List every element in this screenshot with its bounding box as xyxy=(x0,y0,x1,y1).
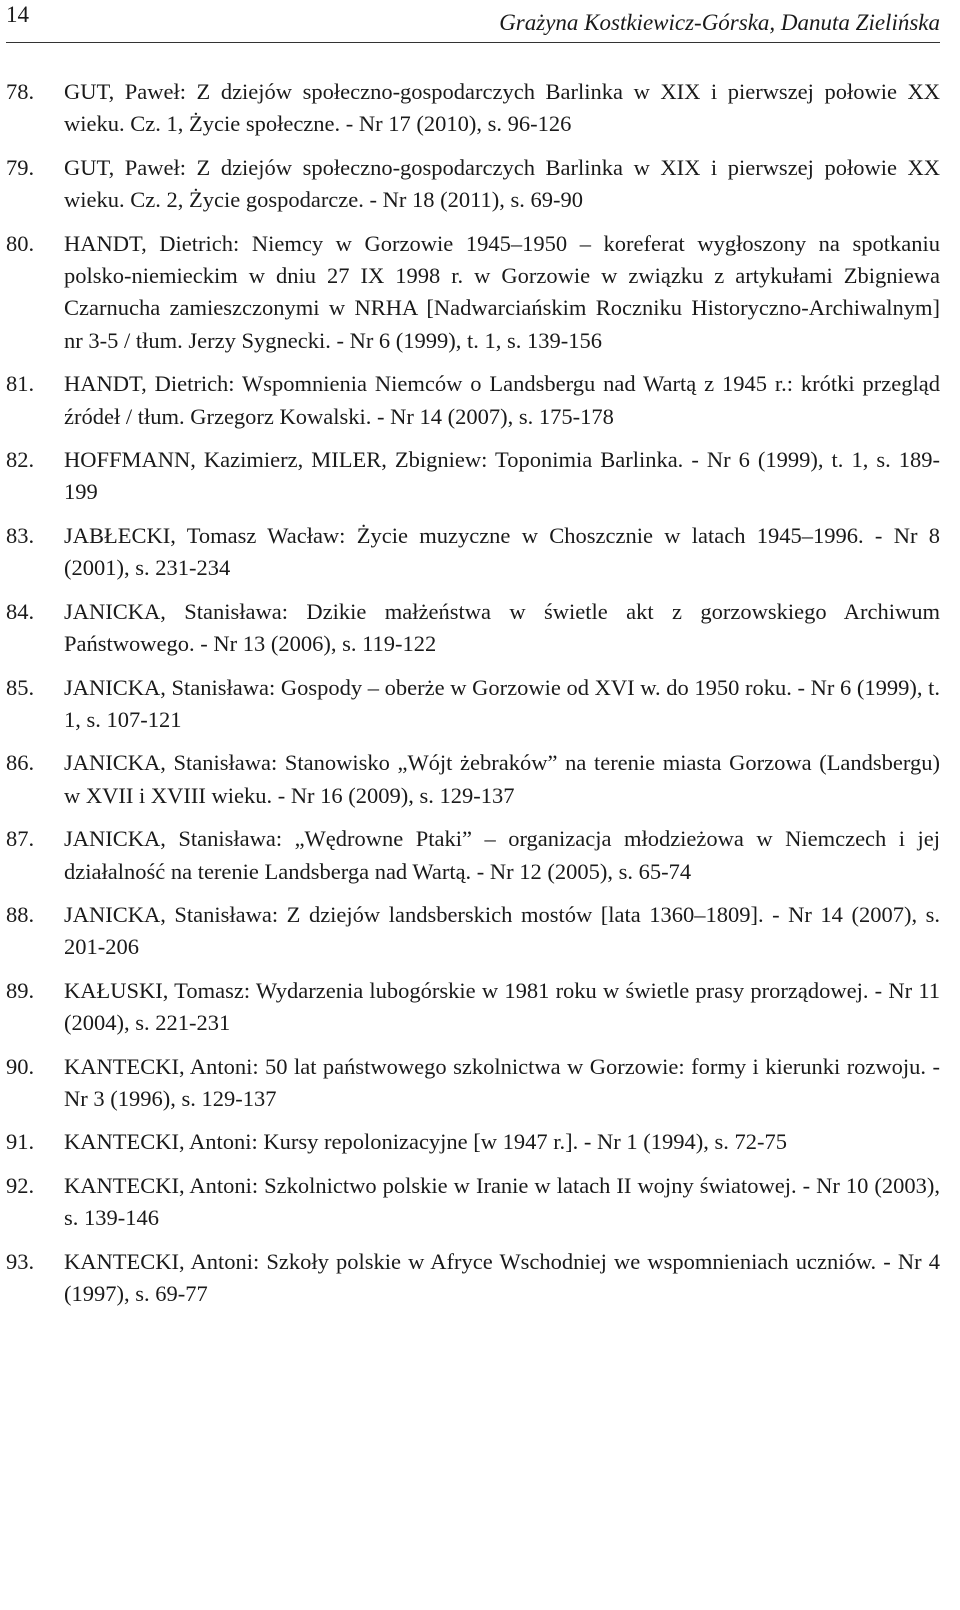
bibliography-entry xyxy=(6,228,940,358)
entry-number: 81. xyxy=(6,371,35,397)
entry-number: 90. xyxy=(6,1053,35,1079)
entry-text: JANICKA, Stanisława: Stanowisko „Wójt żebraków” na terenie miasta Gorzowa (Landsbergu) w XVII i XVIII wieku. - Nr 16 (2009), s. 129-137 xyxy=(64,750,940,808)
entry-text: KANTECKI, Antoni: 50 lat państwowego szkolnictwa w Gorzowie: formy i kierunki rozwoju. - Nr 3 (1996), s. 129-137 xyxy=(64,1053,940,1111)
bibliography-entry xyxy=(6,1126,940,1158)
entry-number: 80. xyxy=(6,230,35,256)
bibliography-list xyxy=(6,76,940,1321)
bibliography-entry xyxy=(6,520,940,585)
entry-text: KAŁUSKI, Tomasz: Wydarzenia lubogórskie w 1981 roku w świetle prasy prorządowej. - Nr 11 (2004), s. 221-231 xyxy=(64,977,940,1036)
entry-text: GUT, Paweł: Z dziejów społeczno-gospodarczych Barlinka w XIX i pierwszej połowie XX wieku. Cz. 2, Życie gospodarcze. - Nr 18 (2011), s. 69-90 xyxy=(64,154,940,213)
entry-text: JANICKA, Stanisława: Z dziejów landsberskich mostów [lata 1360–1809]. - Nr 14 (2007), s. 201-206 xyxy=(64,901,940,960)
entry-number: 78. xyxy=(6,79,35,104)
entry-text: KANTECKI, Antoni: Szkoły polskie w Afryce Wschodniej we wspomnieniach uczniów. - Nr 4 (1997), s. 69-77 xyxy=(64,1248,940,1306)
entry-number: 82. xyxy=(6,447,35,473)
entry-text: JANICKA, Stanisława: „Wędrowne Ptaki” – organizacja młodzieżowa w Niemczech i jej działalność na terenie Landsberga nad Wartą. - Nr 12 (2005), s. 65-74 xyxy=(64,826,940,884)
bibliography-entry xyxy=(6,1246,940,1311)
entry-text: JANICKA, Stanisława: Dzikie małżeństwa w świetle akt z gorzowskiego Archiwum Państwowego. - Nr 13 (2006), s. 119-122 xyxy=(64,598,940,657)
entry-number: 83. xyxy=(6,522,35,548)
entry-text: KANTECKI, Antoni: Kursy repolonizacyjne [w 1947 r.]. - Nr 1 (1994), s. 72-75 xyxy=(64,1129,787,1155)
page-number: 14 xyxy=(6,2,29,27)
bibliography-entry xyxy=(6,76,940,141)
entry-number: 79. xyxy=(6,154,35,180)
bibliography-entry xyxy=(6,596,940,661)
bibliography-entry xyxy=(6,975,940,1040)
bibliography-entry xyxy=(6,152,940,217)
bibliography-entry xyxy=(6,899,940,964)
page-header xyxy=(6,0,940,43)
entry-text: JANICKA, Stanisława: Gospody – oberże w Gorzowie od XVI w. do 1950 roku. - Nr 6 (1999), t. 1, s. 107-121 xyxy=(64,674,940,732)
bibliography-entry xyxy=(6,672,940,737)
bibliography-entry xyxy=(6,1170,940,1235)
entry-number: 93. xyxy=(6,1248,35,1274)
bibliography-entry xyxy=(6,444,940,509)
entry-number: 87. xyxy=(6,826,35,852)
entry-number: 86. xyxy=(6,750,35,776)
bibliography-entry xyxy=(6,747,940,812)
entry-number: 85. xyxy=(6,674,35,700)
entry-text: HANDT, Dietrich: Niemcy w Gorzowie 1945–1950 – koreferat wygłoszony na spotkaniu polsko-niemieckim w dniu 27 IX 1998 r. w Gorzowie w związku z artykułami Zbigniewa Czarnucha zamieszczonymi w NRHA [Nadwarciańskim Roczniku Historyczno-Archiwalnym] nr 3-5 / tłum. Jerzy Sygnecki. - Nr 6 (1999), t. 1, s. 139-156 xyxy=(64,230,940,353)
entry-text: HOFFMANN, Kazimierz, MILER, Zbigniew: Toponimia Barlinka. - Nr 6 (1999), t. 1, s. 189-199 xyxy=(64,447,940,505)
entry-text: GUT, Paweł: Z dziejów społeczno-gospodarczych Barlinka w XIX i pierwszej połowie XX wieku. Cz. 1, Życie społeczne. - Nr 17 (2010), s. 96-126 xyxy=(64,79,940,137)
running-title: Grażyna Kostkiewicz-Górska, Danuta Zielińska xyxy=(499,10,940,35)
bibliography-entry xyxy=(6,823,940,888)
entry-number: 84. xyxy=(6,598,35,624)
bibliography-entry xyxy=(6,1051,940,1116)
entry-number: 89. xyxy=(6,977,35,1003)
bibliography-entry xyxy=(6,368,940,433)
entry-text: HANDT, Dietrich: Wspomnienia Niemców o Landsbergu nad Wartą z 1945 r.: krótki przegląd źródeł / tłum. Grzegorz Kowalski. - Nr 14 (2007), s. 175-178 xyxy=(64,371,940,429)
entry-number: 92. xyxy=(6,1172,35,1198)
entry-number: 91. xyxy=(6,1129,35,1155)
entry-text: KANTECKI, Antoni: Szkolnictwo polskie w Iranie w latach II wojny światowej. - Nr 10 (2003), s. 139-146 xyxy=(64,1172,940,1231)
entry-text: JABŁECKI, Tomasz Wacław: Życie muzyczne w Choszcznie w latach 1945–1996. - Nr 8 (2001), s. 231-234 xyxy=(64,522,940,581)
entry-number: 88. xyxy=(6,901,35,927)
